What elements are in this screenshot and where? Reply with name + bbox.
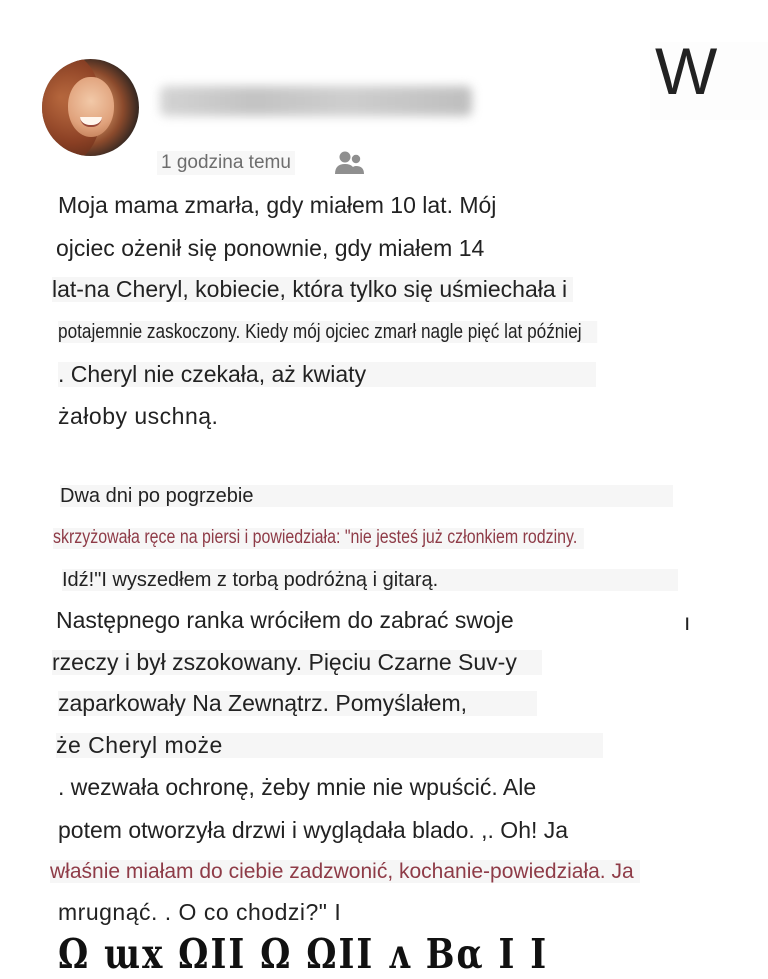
story-line: rzeczy i był zszokowany. Pięciu Czarne Suv-y [52, 650, 542, 675]
story-line: potajemnie zaskoczony. Kiedy mój ojciec zmarł nagle pięć lat później [58, 321, 597, 343]
post-timestamp[interactable]: 1 godzina temu [157, 151, 295, 175]
watermark-logo: W [655, 34, 714, 108]
avatar-face [68, 77, 114, 137]
people-icon [333, 150, 367, 178]
avatar[interactable] [42, 59, 139, 156]
story-line: skrzyżowała ręce na piersi i powiedziała: "nie jesteś już członkiem rodziny. [53, 528, 584, 549]
story-line: Moja mama zmarła, gdy miałem 10 lat. Mój [58, 192, 497, 218]
story-line: Następnego ranka wróciłem do zabrać swoje [56, 607, 514, 633]
story-line: ojciec ożenił się ponownie, gdy miałem 14 [56, 235, 485, 261]
story-line: Dwa dni po pogrzebie [60, 485, 673, 507]
story-line: Idź!"I wyszedłem z torbą podróżną i gitarą. [62, 569, 678, 591]
story-line: właśnie miałam do ciebie zadzwonić, kochanie-powiedziała. Ja [50, 860, 640, 883]
story-line: żałoby uschną. [58, 403, 219, 429]
story-line: potem otworzyła drzwi i wyglądała blado. ,. Oh! Ja [58, 817, 569, 843]
story-line: że Cheryl może [56, 733, 603, 758]
story-line-garbled: Ω ɯx ΩΙΙ Ω ΩΙΙ ʌ Βα Ι Ι [58, 930, 549, 979]
story-line: lat-na Cheryl, kobiecie, która tylko się uśmiechała i [52, 277, 573, 302]
story-line: . wezwała ochronę, żeby mnie nie wpuścić. Ale [58, 774, 537, 800]
stray-glyph: ı [684, 609, 691, 635]
author-name-blurred[interactable] [160, 86, 472, 116]
story-line: . Cheryl nie czekała, aż kwiaty [58, 362, 596, 387]
story-line: zaparkowały Na Zewnątrz. Pomyślałem, [58, 691, 537, 716]
story-line: mrugnąć. . O co chodzi?" I [58, 899, 342, 925]
